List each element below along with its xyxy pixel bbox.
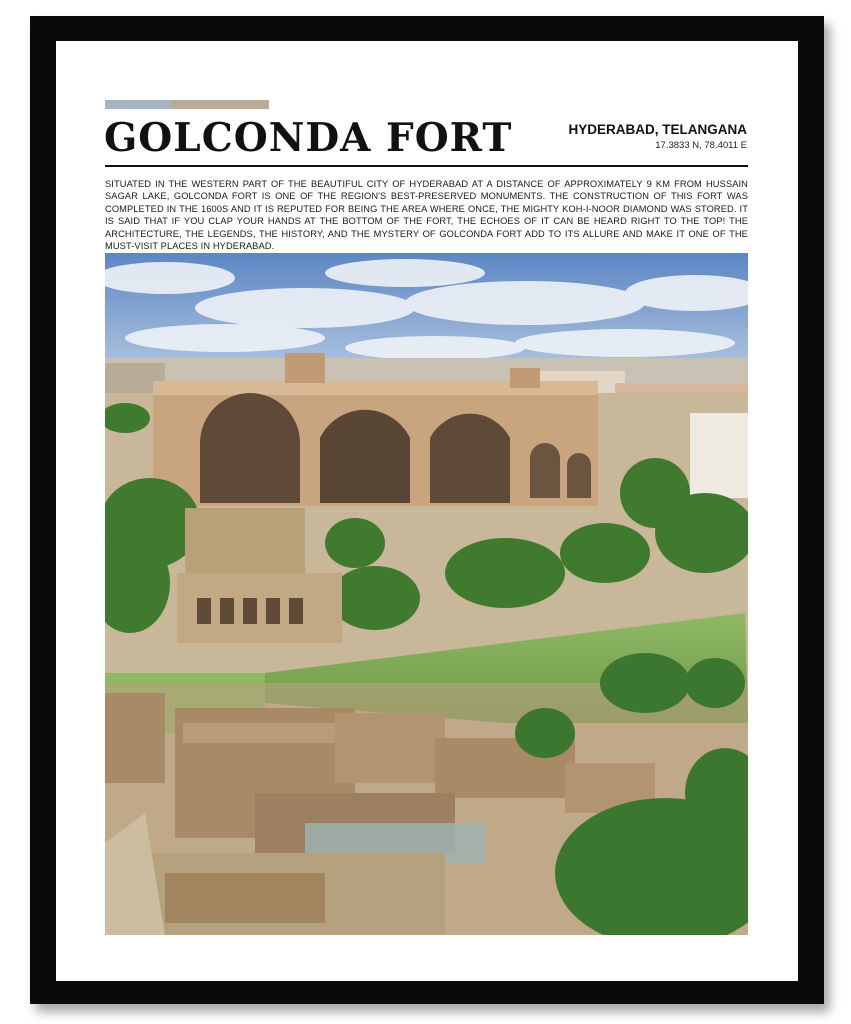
color-swatches xyxy=(105,100,269,109)
swatch-blue xyxy=(105,100,171,109)
swatch-tan xyxy=(171,100,269,109)
coordinates-label: 17.3833 N, 78.4011 E xyxy=(655,140,747,151)
location-label: HYDERABAD, TELANGANA xyxy=(568,122,747,137)
poster-title: GOLCONDA FORT xyxy=(104,115,513,161)
description-text: SITUATED IN THE WESTERN PART OF THE BEAUTIFUL CITY OF HYDERABAD AT A DISTANCE OF APPROXIMATELY 9 KM FROM HUSSAIN SAGAR LAKE, GOLCONDA FORT IS ONE OF THE REGION'S BEST-PRESERVED MONUMENTS. THE CONSTRUCTION OF THIS FORT WAS COMPLETED IN THE 1600S AND IT IS REPUTED FOR BEING THE AREA WHERE ONCE, THE MIGHTY KOH-I-NOOR DIAMOND WAS STORED. IT IS SAID THAT IF YOU CLAP YOUR HANDS AT THE BOTTOM OF THE FORT, THE ECHOES OF IT CAN BE HEARD RIGHT TO THE TOP! THE ARCHITECTURE, THE LEGENDS, THE HISTORY, AND THE MYSTERY OF GOLCONDA FORT ADD TO ITS ALLURE AND MAKE IT ONE OF THE MUST-VISIT PLACES IN HYDERABAD. xyxy=(105,179,748,252)
landmark-photo xyxy=(105,253,748,935)
title-divider xyxy=(105,165,748,167)
